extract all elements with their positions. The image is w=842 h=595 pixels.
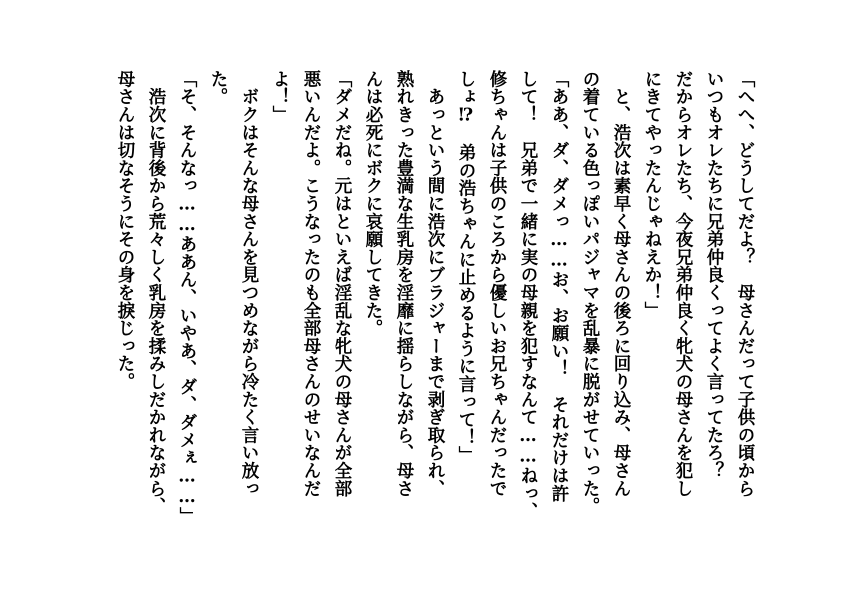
text-line: た。 bbox=[208, 70, 228, 106]
text-line: して！ 兄弟で一緒に実の母親を犯すなんて……ねっ、 bbox=[518, 70, 538, 520]
text-line: 悪いんだよ。こうなったのも全部母さんのせいなんだ bbox=[301, 70, 321, 498]
text-line: 修ちゃんは子供のころから優しいお兄ちゃんだったで bbox=[487, 70, 507, 498]
vertical-text-body bbox=[80, 70, 760, 540]
text-line: 母さんは切なそうにその身を捩じった。 bbox=[115, 70, 135, 391]
text-line: 「へへ、どうしてだよ？ 母さんだって子供の頃から bbox=[735, 70, 755, 498]
text-line: 「そ、そんなっ……ああん、いやあ、ダ、ダメぇ……」 bbox=[177, 70, 197, 525]
text-line: の着ている色っぽいパジャマを乱暴に脱がせていった。 bbox=[580, 70, 600, 515]
text-line: 「ダメだね。元はといえば淫乱な牝犬の母さんが全部 bbox=[332, 70, 352, 498]
text-line: んは必死にボクに哀願してきた。 bbox=[363, 70, 383, 337]
text-line: と、浩次は素早く母さんの後ろに回り込み、母さん bbox=[611, 70, 631, 498]
text-line: しょ⁉ 弟の浩ちゃんに止めるように言って！」 bbox=[456, 70, 476, 465]
text-line: だからオレたち、今夜兄弟仲良く牝犬の母さんを犯し bbox=[673, 70, 693, 498]
text-line: 「ああ、ダ、ダメっ……お、お願い！ それだけは許 bbox=[549, 70, 569, 503]
text-line: いつもオレたちに兄弟仲良くってよく言ってたろ？ bbox=[704, 70, 724, 480]
text-line: あっという間に浩次にブラジャーまで剥ぎ取られ、 bbox=[425, 70, 445, 498]
text-line: よ！」 bbox=[270, 70, 290, 124]
text-line: 熟れきった豊満な生乳房を淫靡に揺らしながら、母さ bbox=[394, 70, 414, 498]
text-line: 浩次に背後から荒々しく乳房を揉みしだかれながら、 bbox=[146, 70, 166, 515]
text-line: ボクはそんな母さんを見つめながら冷たく言い放っ bbox=[239, 70, 259, 498]
text-line: にきてやったんじゃねえか！」 bbox=[642, 70, 662, 320]
